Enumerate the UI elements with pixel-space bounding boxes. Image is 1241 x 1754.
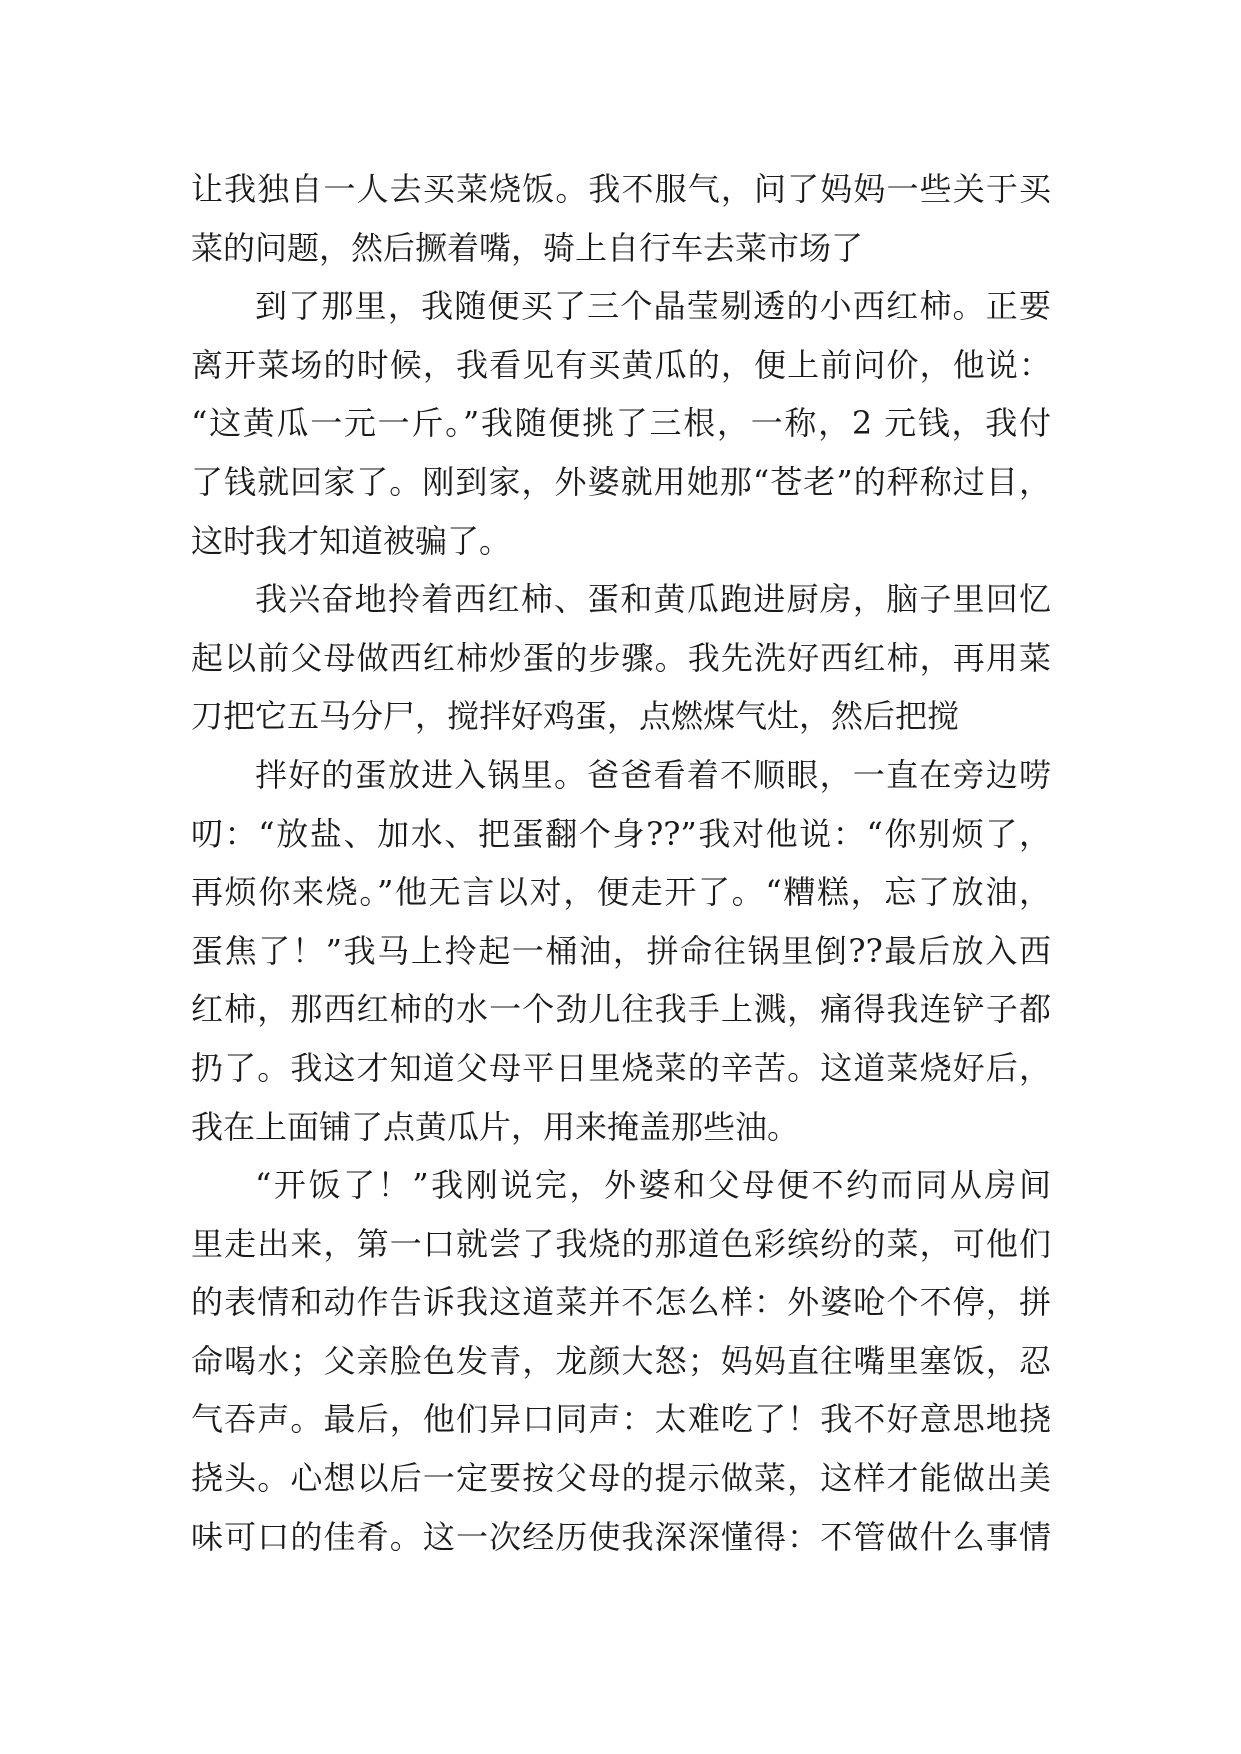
text-line: 我在上面铺了点黄瓜片，用来掩盖那些油。 bbox=[191, 1107, 800, 1146]
text-line: 红柿，那西红柿的水一个劲儿往我手上溅，痛得我连铲子都 bbox=[191, 990, 1051, 1029]
text-line: 拌好的蛋放进入锅里。爸爸看着不顺眼，一直在旁边唠 bbox=[255, 755, 1051, 794]
text-line: 起以前父母做西红柿炒蛋的步骤。我先洗好西红柿，再用菜 bbox=[191, 638, 1051, 677]
text-line: 扔了。我这才知道父母平日里烧菜的辛苦。这道菜烧好后， bbox=[191, 1048, 1051, 1087]
text-line: 命喝水；父亲脸色发青，龙颜大怒；妈妈直往嘴里塞饭，忍 bbox=[191, 1341, 1051, 1380]
text-line: 叨：“放盐、加水、把蛋翻个身??”我对他说：“你别烦了， bbox=[191, 814, 1051, 853]
text-line: 蛋焦了！”我马上拎起一桶油，拼命往锅里倒??最后放入西 bbox=[191, 931, 1051, 970]
text-line: “这黄瓜一元一斤。”我随便挑了三根，一称，2 元钱，我付 bbox=[191, 404, 1051, 443]
text-line: 离开菜场的时候，我看见有买黄瓜的，便上前问价，他说： bbox=[191, 345, 1051, 384]
text-line: 这时我才知道被骗了。 bbox=[191, 521, 512, 560]
text-line: 里走出来，第一口就尝了我烧的那道色彩缤纷的菜，可他们 bbox=[191, 1224, 1051, 1263]
text-line: 刀把它五马分尸，搅拌好鸡蛋，点燃煤气灶，然后把搅 bbox=[191, 697, 960, 736]
essay-body bbox=[191, 160, 1051, 1566]
text-line: 让我独自一人去买菜烧饭。我不服气，问了妈妈一些关于买 bbox=[191, 170, 1051, 208]
text-line: 的表情和动作告诉我这道菜并不怎么样：外婆呛个不停，拼 bbox=[191, 1283, 1051, 1322]
text-line: “开饭了！”我刚说完，外婆和父母便不约而同从房间 bbox=[255, 1166, 1051, 1205]
text-line: 我兴奋地拎着西红柿、蛋和黄瓜跑进厨房，脑子里回忆 bbox=[255, 580, 1051, 619]
text-line: 味可口的佳肴。这一次经历使我深深懂得：不管做什么事情 bbox=[191, 1517, 1051, 1556]
text-line: 了钱就回家了。刚到家，外婆就用她那“苍老”的秤称过目， bbox=[191, 462, 1051, 501]
text-line: 菜的问题，然后撅着嘴，骑上自行车去菜市场了 bbox=[191, 228, 864, 267]
text-line: 再烦你来烧。”他无言以对，便走开了。“糟糕，忘了放油， bbox=[191, 873, 1051, 912]
text-line: 气吞声。最后，他们异口同声：太难吃了！我不好意思地挠 bbox=[191, 1400, 1051, 1439]
text-line: 挠头。心想以后一定要按父母的提示做菜，这样才能做出美 bbox=[191, 1459, 1051, 1498]
text-line: 到了那里，我随便买了三个晶莹剔透的小西红柿。正要 bbox=[255, 287, 1051, 326]
